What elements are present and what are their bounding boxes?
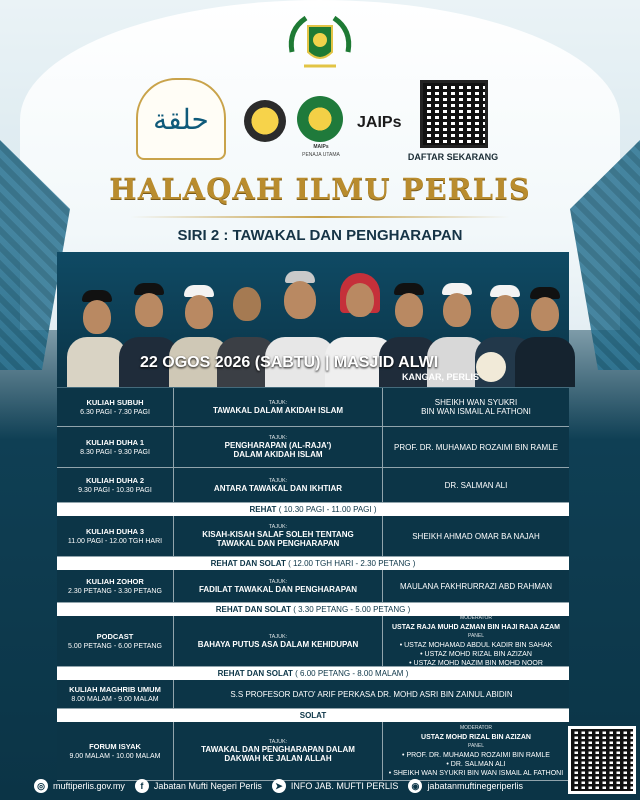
table-row — [57, 616, 569, 667]
telegram-link[interactable]: INFO JAB. MUFTI PERLIS — [290, 781, 399, 791]
website-link[interactable]: muftiperlis.gov.my — [53, 781, 125, 791]
session-time: 6.30 PAGI - 7.30 PAGI — [80, 409, 150, 416]
panelist: • DR. SALMAN ALI — [446, 761, 506, 768]
session-name: KULIAH MAGHRIB UMUM — [69, 685, 161, 694]
session-time: 9.30 PAGI - 10.30 PAGI — [78, 487, 152, 494]
session-name: KULIAH ZOHOR — [86, 577, 144, 586]
break-time: ( 12.00 TGH HARI - 2.30 PETANG ) — [288, 559, 416, 568]
session-topic-cont: DAKWAH KE JALAN ALLAH — [224, 754, 332, 763]
speaker-name-cont: BIN WAN ISMAIL AL FATHONI — [421, 407, 531, 416]
session-topic: TAWAKAL DALAM AKIDAH ISLAM — [212, 405, 344, 415]
footer-telegram[interactable] — [272, 779, 399, 793]
session-name: PODCAST — [96, 632, 134, 641]
maips-name: MAIPs — [313, 144, 329, 150]
jaips-logo: JAIPs — [357, 114, 402, 131]
session-time: 9.00 MALAM - 10.00 MALAM — [69, 753, 161, 760]
topic-label: TAJUK: — [268, 578, 288, 585]
panelist: • PROF. DR. MUHAMAD ROZAIMI BIN RAMLE — [402, 752, 550, 759]
masjid-alwi-logo — [476, 352, 506, 382]
instagram-link[interactable]: jabatanmuftinegeriperlis — [427, 781, 523, 791]
session-topic-cont: TAWAKAL DAN PENGHARAPAN — [216, 539, 340, 548]
panel-label: PANEL — [467, 633, 485, 639]
registration-qr-code[interactable] — [420, 80, 488, 148]
speaker-name: MAULANA FAKHRURRAZI ABD RAHMAN — [399, 581, 553, 591]
session-time: 8.30 PAGI - 9.30 PAGI — [80, 449, 150, 456]
break-time: ( 3.30 PETANG - 5.00 PETANG ) — [293, 605, 411, 614]
break-label: REHAT — [249, 505, 277, 514]
instagram-icon: ◉ — [408, 779, 422, 793]
table-row — [57, 680, 569, 709]
moderator-label: MODERATOR — [459, 615, 493, 621]
session-name: KULIAH DUHA 3 — [85, 527, 145, 536]
table-row — [57, 570, 569, 603]
topic-label: TAJUK: — [268, 739, 288, 745]
session-time: 11.00 PAGI - 12.00 TGH HARI — [67, 538, 163, 545]
break-row — [57, 667, 569, 680]
session-topic: BAHAYA PUTUS ASA DALAM KEHIDUPAN — [197, 639, 359, 649]
event-title: HALAQAH ILMU PERLIS — [109, 172, 531, 206]
speaker-name: SHEIKH AHMAD OMAR BA NAJAH — [412, 531, 540, 541]
moderator-name: USTAZ MOHD RIZAL BIN AZIZAN — [421, 734, 531, 741]
mufti-perlis-logo — [244, 100, 286, 142]
table-row — [57, 427, 569, 468]
session-topic: KISAH-KISAH SALAF SOLEH TENTANG — [202, 530, 354, 539]
footer-facebook[interactable] — [135, 779, 262, 793]
break-label: SOLAT — [299, 711, 327, 720]
speaker-photo — [67, 282, 127, 387]
break-label: REHAT DAN SOLAT — [210, 559, 286, 568]
topic-label: TAJUK: — [268, 435, 288, 441]
register-now-label: DAFTAR SEKARANG — [407, 152, 499, 162]
panelist: • SHEIKH WAN SYUKRI BIN WAN ISMAIL AL FATHONI — [388, 770, 564, 777]
topic-label: TAJUK: — [268, 633, 288, 640]
break-row — [57, 503, 569, 516]
speaker-photo — [517, 281, 573, 387]
panelist: • USTAZ MOHAMAD ABDUL KADIR BIN SAHAK — [399, 642, 553, 649]
facebook-link[interactable]: Jabatan Mufti Negeri Perlis — [153, 781, 262, 791]
footer-instagram[interactable] — [408, 779, 523, 793]
session-topic-cont: DALAM AKIDAH ISLAM — [233, 450, 323, 459]
panelist: • USTAZ MOHD NAZIM BIN MOHD NOOR — [409, 660, 543, 667]
maips-sponsor-label: PENAJA UTAMA — [302, 152, 340, 158]
session-name: FORUM ISYAK — [89, 742, 141, 751]
break-label: REHAT DAN SOLAT — [215, 605, 291, 614]
halaqah-logo-text: حلقة — [153, 102, 209, 136]
panel-label: PANEL — [467, 743, 485, 749]
table-row — [57, 516, 569, 557]
table-row — [57, 388, 569, 427]
session-topic: FADILAT TAWAKAL DAN PENGHARAPAN — [198, 584, 358, 594]
session-name: KULIAH SUBUH — [86, 398, 144, 407]
speaker-name: S.S PROFESOR DATO' ARIF PERKASA DR. MOHD ASRI BIN ZAINUL ABIDIN — [230, 689, 513, 699]
topic-label: TAJUK: — [268, 399, 288, 406]
session-topic: ANTARA TAWAKAL DAN IKHTIAR — [213, 483, 343, 493]
session-time: 8.00 MALAM - 9.00 MALAM — [71, 696, 159, 703]
telegram-icon: ➤ — [272, 779, 286, 793]
globe-icon: ◎ — [34, 779, 48, 793]
break-row — [57, 709, 569, 722]
event-location: KANGAR, PERLIS — [402, 372, 480, 382]
footer-social-bar — [0, 772, 640, 800]
session-name: KULIAH DUHA 1 — [85, 438, 145, 447]
facebook-icon: f — [135, 779, 149, 793]
schedule-table — [57, 388, 569, 781]
table-row — [57, 468, 569, 503]
perlis-crest-logo — [284, 12, 356, 76]
session-time: 5.00 PETANG - 6.00 PETANG — [68, 643, 162, 650]
break-label: REHAT DAN SOLAT — [217, 669, 293, 678]
session-name: KULIAH DUHA 2 — [85, 476, 145, 485]
speaker-name: PROF. DR. MUHAMAD ROZAIMI BIN RAMLE — [393, 442, 558, 452]
session-topic: TAWAKAL DAN PENGHARAPAN DALAM — [201, 745, 355, 754]
topic-label: TAJUK: — [268, 477, 288, 484]
panelist: • USTAZ MOHD RIZAL BIN AZIZAN — [420, 651, 532, 658]
speaker-name: DR. SALMAN ALI — [444, 480, 508, 490]
break-time: ( 10.30 PAGI - 11.00 PAGI ) — [278, 505, 377, 514]
title-divider — [130, 216, 510, 218]
moderator-name: USTAZ RAJA MUHD AZMAN BIN HAJI RAJA AZAM — [392, 624, 560, 631]
session-topic: PENGHARAPAN (AL-RAJA') — [224, 441, 332, 450]
speaker-name: SHEIKH WAN SYUKRI — [434, 398, 518, 407]
footer-website[interactable] — [34, 779, 125, 793]
halaqah-logo — [136, 78, 226, 160]
moderator-label: MODERATOR — [459, 725, 493, 731]
break-time: ( 6.00 PETANG - 8.00 MALAM ) — [295, 669, 409, 678]
session-time: 2.30 PETANG - 3.30 PETANG — [68, 588, 162, 595]
event-date-venue: 22 OGOS 2026 (SABTU) | MASJID ALWI — [140, 354, 439, 371]
topic-label: TAJUK: — [268, 524, 288, 530]
maips-logo — [297, 96, 343, 142]
event-subtitle: SIRI 2 : TAWAKAL DAN PENGHARAPAN — [177, 227, 463, 244]
break-row — [57, 557, 569, 570]
